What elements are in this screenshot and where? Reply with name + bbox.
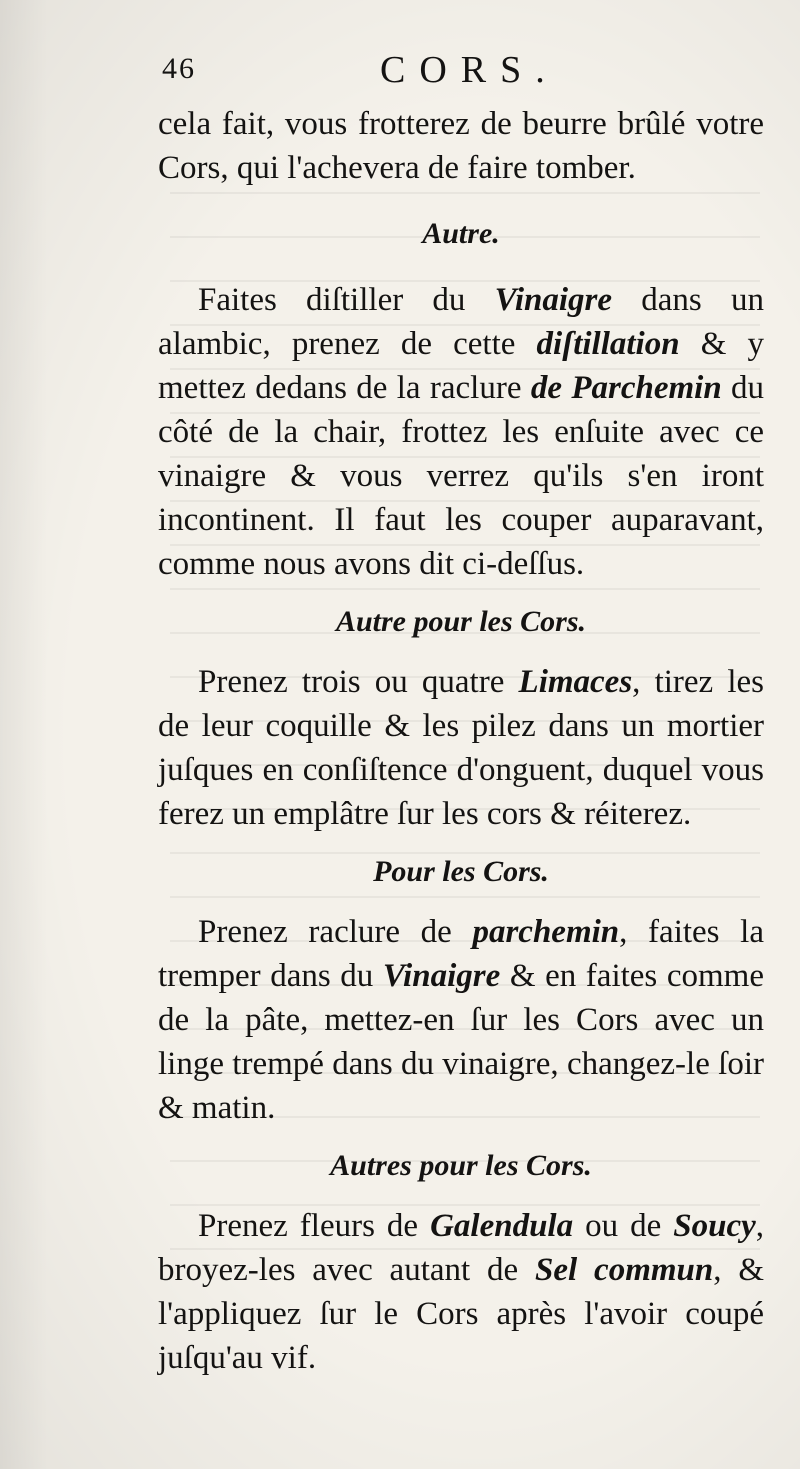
text-run: , tirez les de leur coquille & les pilez dans un mortier juſques en conſiſtence d'onguent, duquel vous ferez un emplâtre ſur les cors & réiterez. xyxy=(158,664,765,832)
italic-term: Limaces xyxy=(518,664,633,700)
text-run: Prenez fleurs de xyxy=(198,1208,431,1244)
italic-term: de Parchemin xyxy=(530,370,722,406)
italic-term: Sel commun xyxy=(535,1252,714,1288)
section-heading: Pour les Cors. xyxy=(373,855,549,888)
text-run: , faites la tremper dans du xyxy=(158,914,764,994)
text-run: , broyez-les avec autant de xyxy=(158,1208,764,1288)
italic-term: Vinaigre xyxy=(382,958,501,994)
running-title: CORS. xyxy=(380,49,559,91)
text-run: Prenez raclure de xyxy=(198,914,473,950)
text-run: , & l'appliquez ſur le Cors après l'avoir coupé juſqu'au vif. xyxy=(158,1252,764,1376)
text-run: Prenez trois ou quatre xyxy=(198,664,519,700)
section-paragraph xyxy=(158,1204,764,1380)
italic-term: parchemin xyxy=(472,914,620,950)
text-run: Faites diſtiller du xyxy=(198,282,495,318)
italic-term: Vinaigre xyxy=(494,282,613,318)
text-run: & y mettez dedans de la raclure xyxy=(158,326,764,406)
section-heading: Autres pour les Cors. xyxy=(330,1149,592,1182)
section-paragraph xyxy=(158,910,764,1130)
italic-term: Galendula xyxy=(430,1208,574,1244)
intro-paragraph: cela fait, vous frotterez de beurre brûlé votre Cors, qui l'achevera de faire tomber. xyxy=(158,106,764,186)
recipe-sections xyxy=(158,212,764,1380)
italic-term: diſtillation xyxy=(536,326,680,362)
text-run: du côté de la chair, frottez les enſuite avec ce vinaigre & vous verrez qu'ils s'en iront incontinent. Il faut les couper auparavant, comme nous avons dit ci-deſſus. xyxy=(158,370,765,582)
running-head xyxy=(158,42,764,102)
page-number: 46 xyxy=(162,52,196,85)
italic-term: Soucy xyxy=(673,1208,756,1244)
text-run: dans un alambic, prenez de cette xyxy=(158,282,764,362)
text-run: & en faites comme de la pâte, mettez-en ſur les Cors avec un linge trempé dans du vinaigre, changez-le ſoir & matin. xyxy=(158,958,764,1126)
page-body xyxy=(158,102,764,1380)
text-run: ou de xyxy=(573,1208,674,1244)
section-paragraph xyxy=(158,278,764,586)
section-heading: Autre pour les Cors. xyxy=(335,605,587,638)
section-paragraph xyxy=(158,660,764,836)
section-heading: Autre. xyxy=(422,217,500,250)
